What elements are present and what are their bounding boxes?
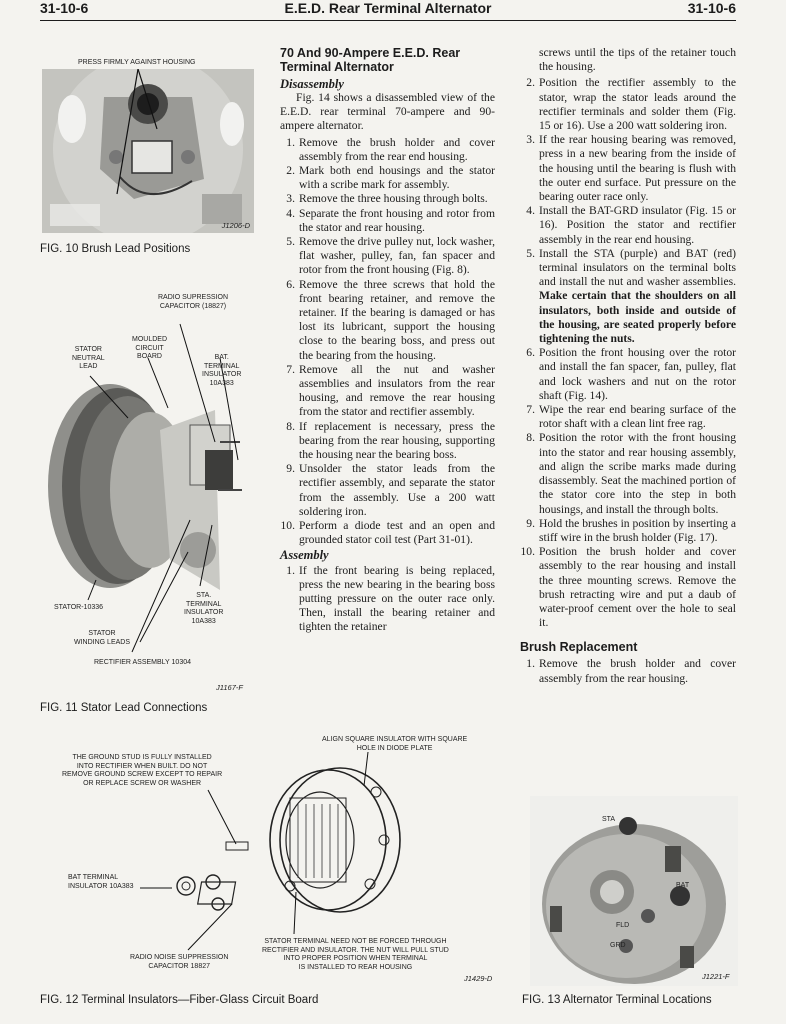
fig12-drawing bbox=[58, 732, 506, 988]
page-number-right: 31-10-6 bbox=[687, 0, 736, 16]
alternator-rear-illustration bbox=[530, 796, 738, 986]
list-item: 5. Remove the drive pulley nut, lock washer, flat washer, pulley, fan, fan spacer and rotor from the front housing (Fig. 8). bbox=[286, 235, 495, 277]
list-item: 9. Hold the brushes in position by inserting a stiff wire in the brush holder (Fig. 17). bbox=[526, 516, 736, 544]
fig11-label-stator-neutral: STATOR NEUTRAL LEAD bbox=[72, 346, 105, 370]
fig12-caption: FIG. 12 Terminal Insulators—Fiber-Glass Circuit Board bbox=[40, 994, 319, 1006]
assembly-column bbox=[520, 46, 736, 686]
page-number-left: 31-10-6 bbox=[40, 0, 89, 16]
fig13-code: J1221-F bbox=[702, 972, 730, 981]
fig11-label-winding: STATOR WINDING LEADS bbox=[74, 630, 131, 646]
fig11-code: J1167-F bbox=[216, 683, 243, 692]
assembly-steps bbox=[280, 564, 495, 635]
brush-replacement-heading: Brush Replacement bbox=[520, 640, 638, 655]
fig11-label-sta: STA. TERMINAL INSULATOR 10A383 bbox=[184, 592, 224, 625]
disassembly-column bbox=[280, 46, 495, 635]
fig12-code: J1429-D bbox=[464, 974, 493, 983]
list-item: 7. Wipe the rear end bearing surface of the rotor shaft with a clean lint free rag. bbox=[526, 403, 736, 431]
list-item: 1. Remove the brush holder and cover assembly from the rear housing. bbox=[526, 657, 736, 685]
fig13-label-fld: FLD bbox=[616, 922, 630, 929]
fig12-label-ground: THE GROUND STUD IS FULLY INSTALLED INTO RECTIFIER WHEN BUILT. DO NOT REMOVE GROUND SCREW EXCEPT TO REPAIR OR REPLACE SCREW OR WASHER bbox=[62, 754, 223, 787]
fig10-caption: FIG. 10 Brush Lead Positions bbox=[40, 243, 191, 255]
fig10-label-press: PRESS FIRMLY AGAINST HOUSING bbox=[78, 59, 196, 66]
fig10-image bbox=[42, 69, 254, 233]
warning-text: Make certain that the shoulders on all insulators, both inside and outside of the housing, are seated properly before tightening the nuts. bbox=[539, 289, 736, 346]
fig11-photo bbox=[40, 290, 262, 695]
list-item: 4. Install the BAT-GRD insulator (Fig. 15 or 16). Position the stator and rectifier assembly in the rear end housing. bbox=[526, 204, 736, 246]
list-item: 10. Position the brush holder and cover assembly to the rear housing and install the three mounting screws. Remove the brush retracting wire and put a daub of water-proof cement over the hole to seal it. bbox=[520, 545, 736, 630]
list-item: 1. If the front bearing is being replaced, press the new bearing in the bearing boss putting pressure on the outer race only. Then, install the bearing retainer and tighten the retainer bbox=[286, 563, 495, 634]
list-item: 4. Separate the front housing and rotor from the stator and rear housing. bbox=[286, 206, 495, 234]
running-title: E.E.D. Rear Terminal Alternator bbox=[284, 0, 492, 16]
page-header bbox=[40, 0, 736, 21]
brush-holder-illustration bbox=[42, 69, 254, 233]
fig10-code: J1206-D bbox=[221, 221, 250, 230]
fig12-label-stator-terminal: STATOR TERMINAL NEED NOT BE FORCED THROUGH RECTIFIER AND INSULATOR. THE NUT WILL PULL STUD INTO PROPER POSITION WHEN TERMINAL IS INSTALLED TO REAR HOUSING bbox=[262, 938, 449, 971]
section-title: 70 And 90-Ampere E.E.D. Rear Terminal Alternator bbox=[280, 46, 461, 74]
assembly-heading: Assembly bbox=[280, 547, 329, 562]
list-item: 3. Remove the three housing through bolts. bbox=[286, 192, 488, 206]
list-item: 8. Position the rotor with the front housing into the stator and rear housing assembly, and align the scribe marks made during disassembly. Seat the machined portion of the stator core into the step in both housings, and install the through bolts. bbox=[526, 431, 736, 516]
assembly-continued: screws until the tips of the retainer touch the housing. bbox=[539, 46, 736, 74]
list-item: 6. Remove the three screws that hold the front bearing retainer, and remove the retainer. If the bearing is damaged or has lost its lubricant, support the housing close to the bearing boss, and press out the bearing from the housing. bbox=[286, 277, 495, 362]
list-item: 1. Remove the brush holder and cover assembly from the rear end housing. bbox=[286, 135, 495, 163]
fig11-label-radio: RADIO SUPRESSION CAPACITOR (18827) bbox=[158, 294, 229, 310]
fig13-label-sta: STA bbox=[602, 816, 616, 823]
list-item: 9. Unsolder the stator leads from the rectifier assembly, and separate the stator from the assembly. Use a 200 watt soldering iron. bbox=[286, 462, 495, 518]
fig12-label-bat: BAT TERMINAL INSULATOR 10A383 bbox=[68, 874, 134, 890]
list-item: 2. Position the rectifier assembly to the stator, wrap the stator leads around the rectifier terminals and solder them (Fig. 15 or 16). Use a 200 watt soldering iron. bbox=[526, 76, 736, 133]
fig13-label-grd: GRD bbox=[610, 942, 626, 949]
list-item: 8. If replacement is necessary, press the bearing from the rear housing, supporting the housing near the bearing boss. bbox=[286, 419, 495, 462]
fig11-label-molded: MOULDED CIRCUIT BOARD bbox=[132, 336, 168, 360]
fig11-label-rectifier: RECTIFIER ASSEMBLY 10304 bbox=[94, 659, 192, 666]
fig11-label-stator: STATOR-10336 bbox=[54, 604, 104, 611]
fig13-label-bat: BAT bbox=[676, 882, 690, 889]
fig12-label-radio: RADIO NOISE SUPPRESSION CAPACITOR 18827 bbox=[130, 954, 229, 970]
list-item: 5. Install the STA (purple) and BAT (red) terminal insulators on the terminal bolts and install the nut and washer assemblies. Make certain that the shoulders on all insulators, both inside and outside of the housing, are seated properly before tightening the nuts. bbox=[526, 246, 736, 346]
fig10-photo bbox=[42, 56, 254, 236]
fig13-caption: FIG. 13 Alternator Terminal Locations bbox=[522, 994, 712, 1006]
disassembly-intro: Fig. 14 shows a disassembled view of the E.E.D. rear terminal 70-ampere and 90-ampere alternator. bbox=[280, 91, 495, 133]
fig12-label-align: ALIGN SQUARE INSULATOR WITH SQUARE HOLE IN DIODE PLATE bbox=[322, 736, 468, 752]
fig11-caption: FIG. 11 Stator Lead Connections bbox=[40, 702, 208, 714]
brush-steps bbox=[520, 657, 736, 685]
fig13-photo bbox=[530, 796, 738, 986]
disassembly-heading: Disassembly bbox=[280, 77, 344, 91]
list-item: 6. Position the front housing over the rotor and install the fan spacer, fan, pulley, flat and lock washers and nut on the rotor shaft (Fig. 14). bbox=[526, 346, 736, 402]
list-item: 2. Mark both end housings and the stator with a scribe mark for assembly. bbox=[286, 164, 495, 192]
assembly-steps-continued bbox=[520, 76, 736, 630]
list-item: 3. If the rear housing bearing was removed, press in a new bearing from the inside of the housing until the bearing is flush with the outer end surface. Put pressure on the bearing outer race only. bbox=[526, 133, 736, 204]
fig11-label-bat: BAT. TERMINAL INSULATOR 10A383 bbox=[202, 354, 242, 387]
list-item: 7. Remove all the nut and washer assemblies and insulators from the rear housing, and remove the rear housing from the stator and rectifier assembly. bbox=[286, 362, 495, 419]
list-item: 10. Perform a diode test and an open and grounded stator coil test (Part 31-01). bbox=[280, 519, 495, 547]
disassembly-steps bbox=[280, 136, 495, 548]
